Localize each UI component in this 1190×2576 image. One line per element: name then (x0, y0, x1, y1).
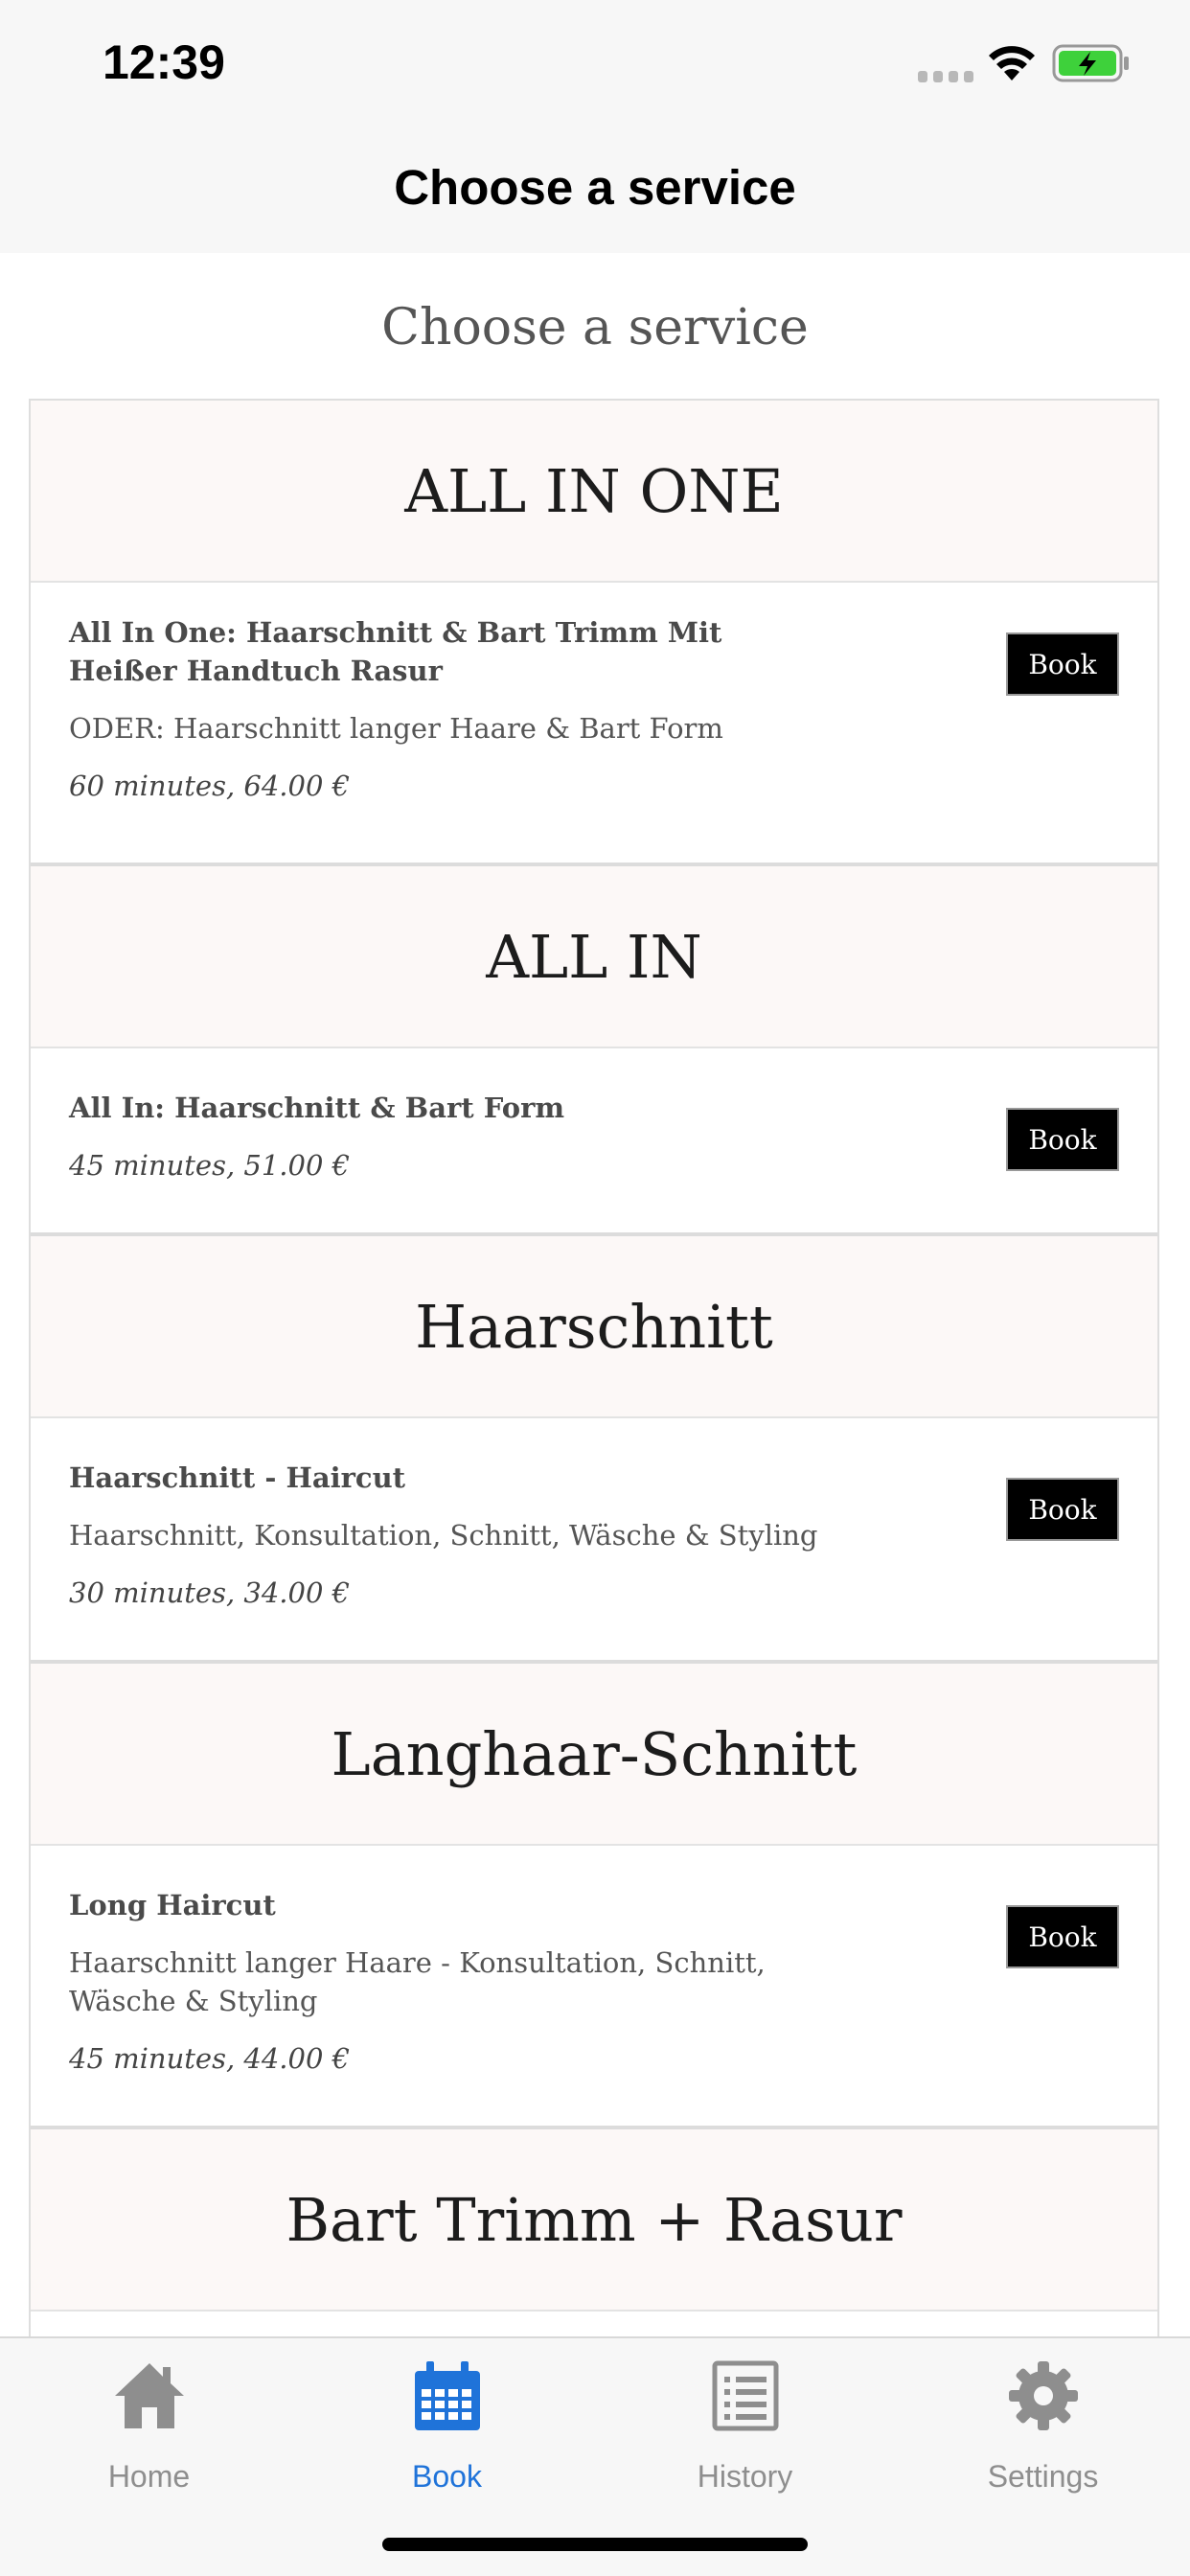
service-name: Long Haircut (69, 1889, 276, 1921)
service-description: Haarschnitt langer Haare - Konsultation, Schnitt, Wäsche & Styling (69, 1946, 766, 2017)
tab-label: History (697, 2459, 793, 2494)
service-description: Haarschnitt, Konsultation, Schnitt, Wäsche & Styling (69, 1519, 818, 1552)
tab-home[interactable] (0, 2338, 298, 2520)
battery-charging-icon (1052, 44, 1131, 82)
status-time: 12:39 (103, 35, 225, 89)
home-indicator (382, 2538, 808, 2551)
home-icon (113, 2359, 186, 2432)
tab-label: Home (107, 2459, 191, 2494)
service-duration-price: 30 minutes, 34.00 € (69, 1576, 351, 1609)
book-button[interactable]: Book (1006, 1478, 1119, 1541)
status-bar (0, 0, 1190, 134)
category-title: Langhaar-Schnitt (331, 1718, 858, 1789)
service-item (31, 583, 1157, 866)
tab-label: Settings (987, 2459, 1099, 2494)
service-duration-price: 45 minutes, 51.00 € (69, 1149, 351, 1182)
calendar-icon (411, 2359, 484, 2432)
category-title: ALL IN ONE (404, 455, 784, 526)
category-title: ALL IN (486, 921, 702, 992)
tab-settings[interactable] (894, 2338, 1190, 2520)
service-list (29, 399, 1159, 2371)
service-duration-price: 60 minutes, 64.00 € (69, 770, 351, 802)
tab-label: Book (412, 2459, 482, 2494)
page-heading: Choose a service (381, 299, 809, 356)
category-header (31, 1664, 1157, 1846)
navigation-bar (0, 134, 1190, 253)
service-item (31, 1846, 1157, 2129)
book-button[interactable]: Book (1006, 1905, 1119, 1968)
category-header (31, 1236, 1157, 1418)
service-duration-price: 45 minutes, 44.00 € (69, 2042, 351, 2075)
service-name: All In: Haarschnitt & Bart Form (69, 1092, 565, 1124)
book-button[interactable]: Book (1006, 1108, 1119, 1171)
service-item (31, 1418, 1157, 1664)
category-title: Bart Trimm + Rasur (286, 2184, 903, 2255)
category-title: Haarschnitt (415, 1291, 773, 1362)
category-header (31, 2129, 1157, 2312)
service-name: Haarschnitt - Haircut (69, 1461, 406, 1494)
service-item (31, 1048, 1157, 1236)
category-header (31, 866, 1157, 1048)
gear-icon (1007, 2359, 1080, 2432)
nav-title: Choose a service (394, 160, 796, 215)
book-button[interactable]: Book (1006, 632, 1119, 696)
list-icon (709, 2359, 782, 2432)
category-header (31, 401, 1157, 583)
wifi-icon (987, 44, 1037, 82)
service-description: ODER: Haarschnitt langer Haare & Bart Form (69, 712, 723, 745)
service-name: All In One: Haarschnitt & Bart Trimm Mit Heißer Handtuch Rasur (69, 616, 722, 687)
tab-history[interactable] (596, 2338, 894, 2520)
cellular-signal-icon (918, 71, 973, 82)
tab-book[interactable] (298, 2338, 596, 2520)
